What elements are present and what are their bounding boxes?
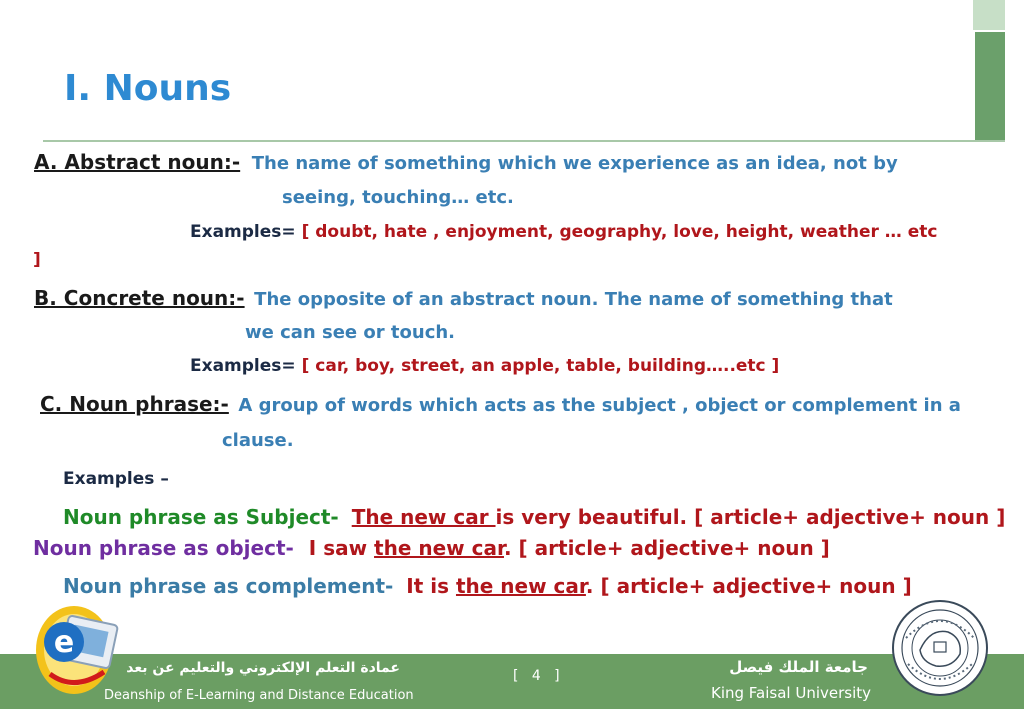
noun-phrase-definition-cont: clause. xyxy=(222,430,294,451)
subject-rest: is very beautiful. [ article+ adjective+ noun ] xyxy=(495,505,1006,529)
slide-title: I. Nouns xyxy=(64,68,232,109)
subject-underlined: The new car xyxy=(351,505,496,529)
concrete-noun-row xyxy=(34,286,893,310)
object-label: Noun phrase as object- xyxy=(33,536,294,560)
concrete-noun-definition: The opposite of an abstract noun. The name of something that xyxy=(254,289,893,310)
deanship-english: Deanship of E-Learning and Distance Education xyxy=(104,688,414,703)
title-divider xyxy=(43,140,1005,142)
abstract-noun-examples xyxy=(190,222,937,242)
concrete-noun-label: B. Concrete noun:- xyxy=(34,286,245,310)
abstract-noun-label: A. Abstract noun:- xyxy=(34,150,241,174)
decorative-bar-dark xyxy=(975,32,1005,142)
abstract-examples-prefix: Examples= xyxy=(190,222,296,242)
abstract-examples-list: [ doubt, hate , enjoyment, geography, love, height, weather … etc xyxy=(301,222,938,242)
abstract-noun-row xyxy=(34,150,898,174)
concrete-examples-list: [ car, boy, street, an apple, table, building…..etc ] xyxy=(301,356,780,376)
object-rest: . [ article+ adjective+ noun ] xyxy=(503,536,830,560)
deanship-arabic: عمادة التعلم الإلكتروني والتعليم عن بعد xyxy=(126,660,400,676)
noun-phrase-label: C. Noun phrase:- xyxy=(40,392,229,416)
concrete-noun-examples xyxy=(190,356,779,376)
object-pre: I saw xyxy=(308,536,375,560)
abstract-examples-close: ] xyxy=(33,250,41,270)
noun-phrase-row xyxy=(40,392,961,416)
concrete-noun-definition-cont: we can see or touch. xyxy=(245,322,456,343)
abstract-noun-definition-cont: seeing, touching… etc. xyxy=(282,187,514,208)
complement-rest: . [ article+ adjective+ noun ] xyxy=(585,574,912,598)
complement-label: Noun phrase as complement- xyxy=(63,574,394,598)
decorative-bar-light xyxy=(973,0,1005,30)
object-underlined: the new car xyxy=(374,536,504,560)
university-arabic: جامعة الملك فيصل xyxy=(729,658,868,676)
subject-example xyxy=(63,505,1005,529)
complement-underlined: the new car xyxy=(455,574,586,598)
svg-text:e: e xyxy=(53,625,75,660)
page-number: [ 4 ] xyxy=(513,668,560,684)
e-learning-logo-icon xyxy=(30,598,122,698)
subject-label: Noun phrase as Subject- xyxy=(63,505,339,529)
examples-heading: Examples – xyxy=(63,469,169,489)
complement-pre: It is xyxy=(406,574,456,598)
concrete-examples-prefix: Examples= xyxy=(190,356,296,376)
noun-phrase-definition: A group of words which acts as the subject , object or complement in a xyxy=(238,395,961,416)
university-seal-icon xyxy=(890,598,990,698)
university-english: King Faisal University xyxy=(711,684,872,702)
complement-example xyxy=(63,574,912,598)
footer-bar xyxy=(0,654,1024,709)
abstract-noun-definition: The name of something which we experience as an idea, not by xyxy=(251,153,898,174)
object-example xyxy=(33,536,830,560)
